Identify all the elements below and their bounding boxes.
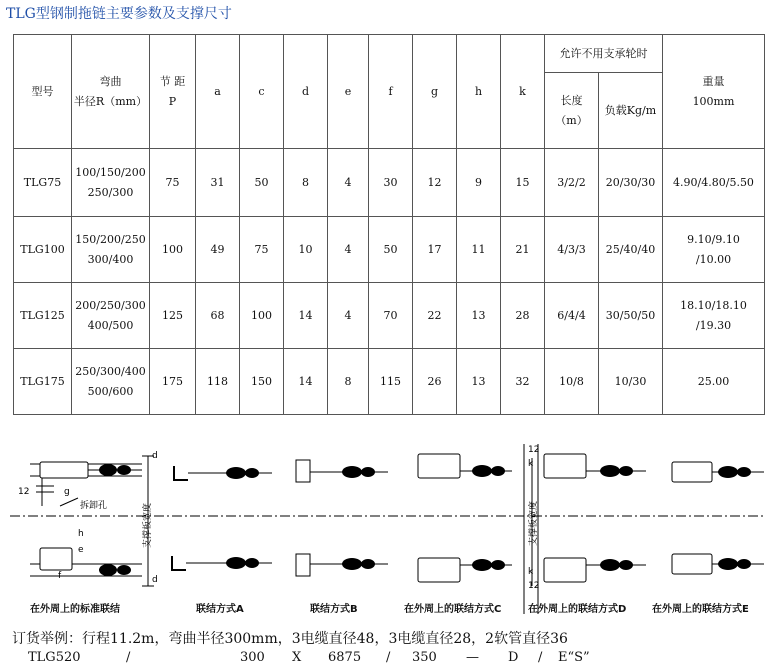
header-e: e [328, 35, 369, 149]
cell-radius: 200/250/300 400/500 [72, 283, 150, 349]
cell-weight: 4.90/4.80/5.50 [663, 149, 765, 217]
order-code-dash: — [466, 650, 479, 665]
page-title: TLG型钢制拖链主要参数及支撑尺寸 [6, 6, 232, 22]
order-code-slash-2: / [386, 650, 391, 665]
table-row [14, 149, 765, 217]
order-code-width: 350 [412, 650, 437, 665]
header-c: c [240, 35, 284, 149]
cell-len: 3/2/2 [545, 149, 599, 217]
cell-weight: 25.00 [663, 349, 765, 415]
header-h: h [457, 35, 501, 149]
cell-e: 8 [328, 349, 369, 415]
label-12-left: 12 [18, 487, 30, 497]
caption-a: 联结方式A [196, 604, 244, 615]
order-code-x: X [292, 650, 302, 665]
header-radius: 弯曲 半径R（mm） [72, 35, 150, 149]
cell-h: 9 [457, 149, 501, 217]
cell-e: 4 [328, 217, 369, 283]
cell-c: 75 [240, 217, 284, 283]
cell-h: 13 [457, 349, 501, 415]
order-code-slash-3: / [538, 650, 543, 665]
order-code-e: E“S” [558, 650, 590, 665]
cell-load: 20/30/30 [599, 149, 663, 217]
order-code-d: D [508, 650, 519, 665]
cell-k: 15 [501, 149, 545, 217]
cell-d: 10 [284, 217, 328, 283]
cell-load: 25/40/40 [599, 217, 663, 283]
label-12-top: 12 [528, 445, 540, 455]
cell-radius: 100/150/200 250/300 [72, 149, 150, 217]
header-model: 型号 [14, 35, 72, 149]
cell-c: 150 [240, 349, 284, 415]
cell-model: TLG125 [14, 283, 72, 349]
label-d-top: d [152, 451, 158, 461]
cell-len: 6/4/4 [545, 283, 599, 349]
cell-a: 118 [196, 349, 240, 415]
cell-len: 10/8 [545, 349, 599, 415]
cell-k: 28 [501, 283, 545, 349]
cell-p: 125 [150, 283, 196, 349]
cell-radius: 250/300/400 500/600 [72, 349, 150, 415]
order-code-model: TLG520 [28, 650, 81, 665]
header-length: 长度 （m） [545, 73, 599, 149]
cell-weight: 9.10/9.10 /10.00 [663, 217, 765, 283]
connection-diagrams [0, 436, 766, 621]
cell-load: 30/50/50 [599, 283, 663, 349]
label-h: h [78, 529, 84, 539]
header-k: k [501, 35, 545, 149]
label-12-bottom: 12 [528, 581, 540, 591]
caption-d: 在外周上的联结方式D [528, 604, 627, 615]
cell-h: 13 [457, 283, 501, 349]
cell-f: 50 [369, 217, 413, 283]
label-k-bottom: k [528, 567, 534, 577]
cell-e: 4 [328, 149, 369, 217]
cell-f: 70 [369, 283, 413, 349]
cell-d: 14 [284, 349, 328, 415]
cell-radius: 150/200/250 300/400 [72, 217, 150, 283]
spec-table [13, 34, 765, 415]
order-code-slash-1: / [126, 650, 131, 665]
label-d-bottom: d [152, 575, 158, 585]
label-g: g [64, 487, 70, 497]
cell-g: 17 [413, 217, 457, 283]
header-pitch: 节 距 P [150, 35, 196, 149]
header-a: a [196, 35, 240, 149]
header-weight: 重量 100mm [663, 35, 765, 149]
label-support-width-1: 支撑板宽度 [143, 502, 153, 548]
cell-k: 21 [501, 217, 545, 283]
order-code-radius: 300 [240, 650, 265, 665]
table-row [14, 217, 765, 283]
cell-p: 100 [150, 217, 196, 283]
cell-a: 49 [196, 217, 240, 283]
label-f: f [58, 571, 62, 581]
header-load: 负载Kg/m [599, 73, 663, 149]
caption-e: 在外周上的联结方式E [652, 604, 749, 615]
label-hole: 拆卸孔 [80, 501, 108, 511]
cell-load: 10/30 [599, 349, 663, 415]
cell-c: 100 [240, 283, 284, 349]
order-code-length: 6875 [328, 650, 362, 665]
cell-p: 75 [150, 149, 196, 217]
cell-c: 50 [240, 149, 284, 217]
cell-a: 31 [196, 149, 240, 217]
header-f: f [369, 35, 413, 149]
cell-f: 115 [369, 349, 413, 415]
cell-d: 8 [284, 149, 328, 217]
cell-k: 32 [501, 349, 545, 415]
label-e: e [78, 545, 84, 555]
cell-len: 4/3/3 [545, 217, 599, 283]
cell-model: TLG75 [14, 149, 72, 217]
order-example: 订货举例：行程11.2m，弯曲半径300mm，3电缆直径48，3电缆直径28，2软管直径36 [12, 631, 568, 647]
header-unsupported: 允许不用支承轮时 [545, 35, 663, 73]
cell-g: 12 [413, 149, 457, 217]
label-support-width-2: 支撑板宽度 [529, 500, 539, 546]
cell-model: TLG175 [14, 349, 72, 415]
caption-c: 在外周上的联结方式C [404, 604, 502, 615]
cell-g: 22 [413, 283, 457, 349]
cell-h: 11 [457, 217, 501, 283]
cell-p: 175 [150, 349, 196, 415]
table-row [14, 283, 765, 349]
cell-d: 14 [284, 283, 328, 349]
header-g: g [413, 35, 457, 149]
cell-a: 68 [196, 283, 240, 349]
label-k-top: k [528, 459, 534, 469]
caption-b: 联结方式B [310, 604, 358, 615]
cell-e: 4 [328, 283, 369, 349]
header-d: d [284, 35, 328, 149]
cell-f: 30 [369, 149, 413, 217]
table-row [14, 349, 765, 415]
cell-g: 26 [413, 349, 457, 415]
cell-weight: 18.10/18.10 /19.30 [663, 283, 765, 349]
caption-standard: 在外周上的标准联结 [30, 604, 120, 615]
cell-model: TLG100 [14, 217, 72, 283]
